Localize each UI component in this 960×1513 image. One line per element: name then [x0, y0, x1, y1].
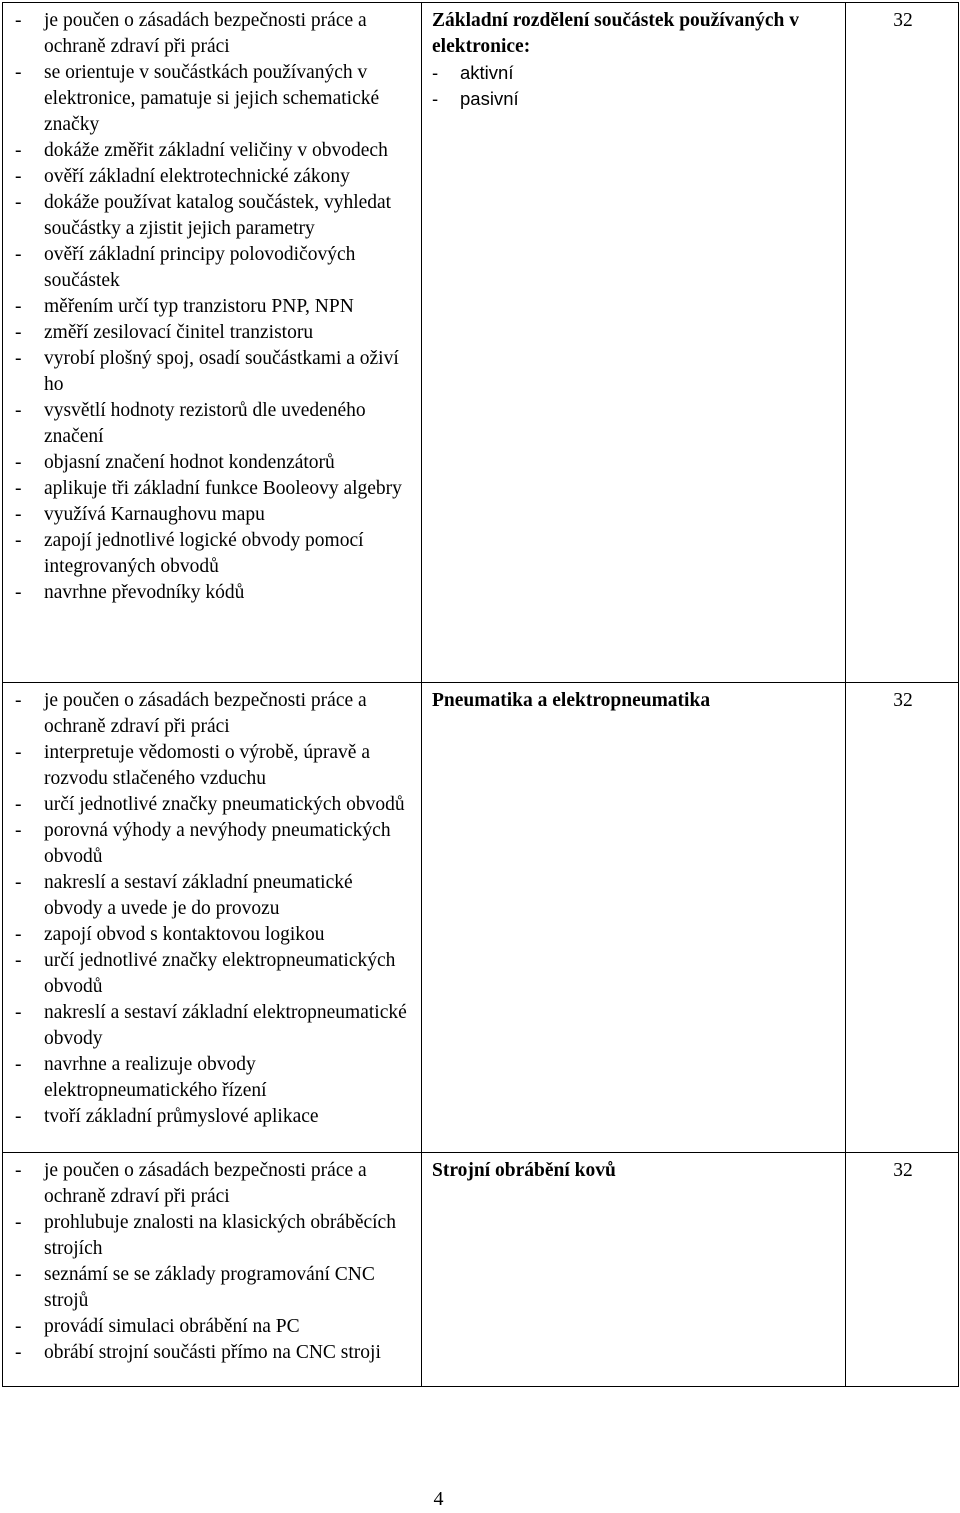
- hours-value: 32: [893, 10, 913, 31]
- topic-cell: [422, 1153, 846, 1387]
- list-item: - určí jednotlivé značky pneumatických obvodů: [13, 792, 413, 818]
- topic-items: [432, 60, 837, 112]
- list-item: - ověří základní principy polovodičových součástek: [13, 242, 413, 294]
- outcomes-cell: [3, 3, 422, 683]
- page-number: 4: [433, 1488, 444, 1510]
- hours-cell: [846, 3, 959, 683]
- list-item: - pasivní: [432, 86, 837, 112]
- hours-value: 32: [893, 690, 913, 711]
- list-item: - dokáže změřit základní veličiny v obvodech: [13, 138, 413, 164]
- hours-value: 32: [893, 1160, 913, 1181]
- hours-cell: [846, 683, 959, 1153]
- list-item: - nakreslí a sestaví základní elektropneumatické obvody: [13, 1000, 413, 1052]
- list-item: - objasní značení hodnot kondenzátorů: [13, 450, 413, 476]
- list-item: - využívá Karnaughovu mapu: [13, 502, 413, 528]
- outcomes-list: [13, 688, 413, 1130]
- list-item: - obrábí strojní součásti přímo na CNC stroji: [13, 1340, 413, 1366]
- list-item: - provádí simulaci obrábění na PC: [13, 1314, 413, 1340]
- list-item: - nakreslí a sestaví základní pneumatické obvody a uvede je do provozu: [13, 870, 413, 922]
- topic-title: Základní rozdělení součástek používaných v elektronice:: [432, 10, 799, 57]
- topic-title: Pneumatika a elektropneumatika: [432, 690, 711, 711]
- list-item: - určí jednotlivé značky elektropneumatických obvodů: [13, 948, 413, 1000]
- list-item: - vyrobí plošný spoj, osadí součástkami a oživí ho: [13, 346, 413, 398]
- list-item: - zapojí obvod s kontaktovou logikou: [13, 922, 413, 948]
- list-item: - ověří základní elektrotechnické zákony: [13, 164, 413, 190]
- list-item: - je poučen o zásadách bezpečnosti práce a ochraně zdraví při práci: [13, 8, 413, 60]
- hours-cell: [846, 1153, 959, 1387]
- list-item: - prohlubuje znalosti na klasických obráběcích strojích: [13, 1210, 413, 1262]
- outcomes-cell: [3, 683, 422, 1153]
- list-item: - je poučen o zásadách bezpečnosti práce a ochraně zdraví při práci: [13, 688, 413, 740]
- list-item: - seznámí se se základy programování CNC strojů: [13, 1262, 413, 1314]
- list-item: - se orientuje v součástkách používaných v elektronice, pamatuje si jejich schematické značky: [13, 60, 413, 138]
- table-row: [3, 683, 959, 1153]
- outcomes-list: [13, 8, 413, 606]
- list-item: - tvoří základní průmyslové aplikace: [13, 1104, 413, 1130]
- list-item: - navrhne a realizuje obvody elektropneumatického řízení: [13, 1052, 413, 1104]
- list-item: - změří zesilovací činitel tranzistoru: [13, 320, 413, 346]
- curriculum-table: [2, 2, 959, 1387]
- list-item: - aktivní: [432, 60, 837, 86]
- topic-cell: [422, 3, 846, 683]
- list-item: - zapojí jednotlivé logické obvody pomocí integrovaných obvodů: [13, 528, 413, 580]
- list-item: - navrhne převodníky kódů: [13, 580, 413, 606]
- outcomes-cell: [3, 1153, 422, 1387]
- topic-cell: [422, 683, 846, 1153]
- list-item: - je poučen o zásadách bezpečnosti práce a ochraně zdraví při práci: [13, 1158, 413, 1210]
- list-item: - dokáže používat katalog součástek, vyhledat součástky a zjistit jejich parametry: [13, 190, 413, 242]
- list-item: - interpretuje vědomosti o výrobě, úpravě a rozvodu stlačeného vzduchu: [13, 740, 413, 792]
- table-row: [3, 1153, 959, 1387]
- outcomes-list: [13, 1158, 413, 1366]
- list-item: - měřením určí typ tranzistoru PNP, NPN: [13, 294, 413, 320]
- table-row: [3, 3, 959, 683]
- list-item: - porovná výhody a nevýhody pneumatických obvodů: [13, 818, 413, 870]
- topic-title: Strojní obrábění kovů: [432, 1160, 616, 1181]
- list-item: - vysvětlí hodnoty rezistorů dle uvedeného značení: [13, 398, 413, 450]
- list-item: - aplikuje tři základní funkce Booleovy algebry: [13, 476, 413, 502]
